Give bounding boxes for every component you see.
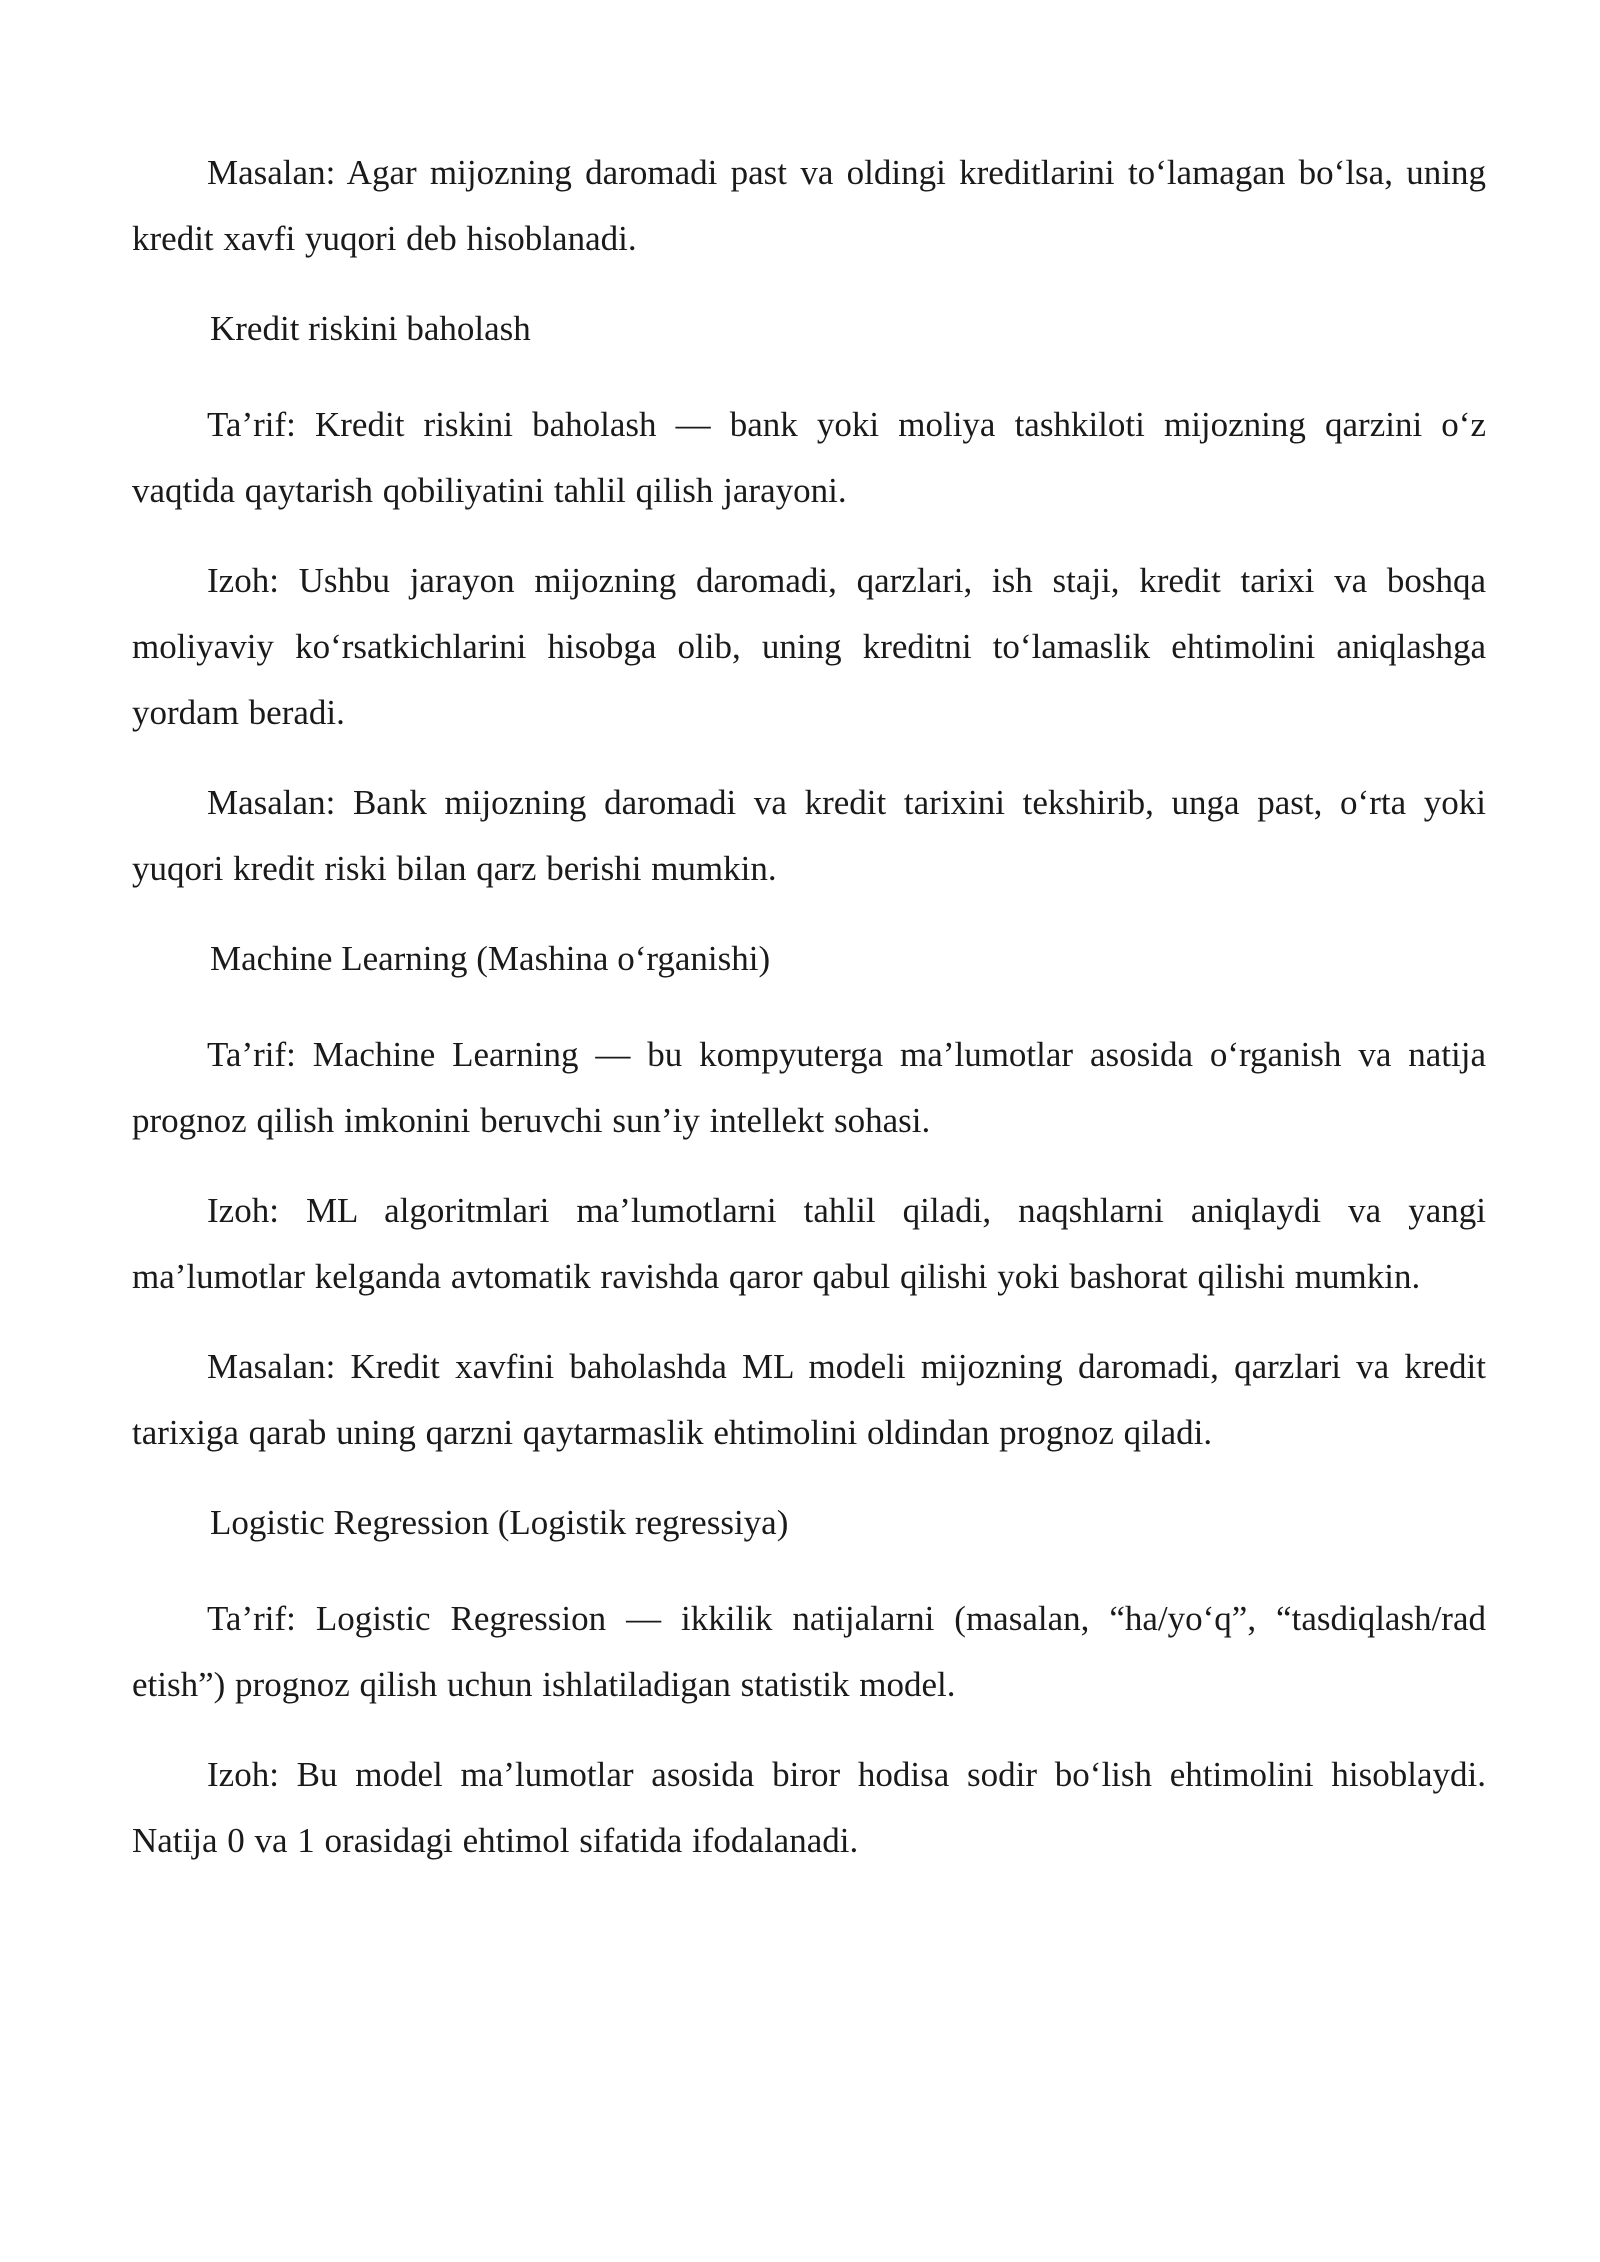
paragraph-example-bank: Masalan: Bank mijozning daromadi va kredit tarixini tekshirib, unga past, o‘rta yoki yuqori kredit riski bilan qarz berishi mumkin.: [132, 783, 1486, 888]
document-page: [132, 140, 1486, 1898]
heading-machine-learning: Machine Learning (Mashina o‘rganishi): [210, 939, 771, 978]
paragraph-explanation-ml: Izoh: ML algoritmlari ma’lumotlarni tahlil qiladi, naqshlarni aniqlaydi va yangi ma’lumotlar kelganda avtomatik ravishda qaror qabul qilishi yoki bashorat qilishi mumkin.: [132, 1191, 1486, 1296]
heading-logistic-regression: Logistic Regression (Logistik regressiya): [210, 1503, 789, 1542]
paragraph-example-credit-risk: Masalan: Agar mijozning daromadi past va oldingi kreditlarini to‘lamagan bo‘lsa, uning kredit xavfi yuqori deb hisoblanadi.: [132, 153, 1486, 258]
paragraph-definition-logistic: Ta’rif: Logistic Regression — ikkilik natijalarni (masalan, “ha/yo‘q”, “tasdiqlash/rad etish”) prognoz qilish uchun ishlatiladigan statistik model.: [132, 1599, 1486, 1704]
paragraph-explanation-credit-risk: Izoh: Ushbu jarayon mijozning daromadi, qarzlari, ish staji, kredit tarixi va boshqa moliyaviy ko‘rsatkichlarini hisobga olib, uning kreditni to‘lamaslik ehtimolini aniqlashga yordam beradi.: [132, 561, 1486, 732]
paragraph-definition-credit-risk: Ta’rif: Kredit riskini baholash — bank yoki moliya tashkiloti mijozning qarzini o‘z vaqtida qaytarish qobiliyatini tahlil qilish jarayoni.: [132, 405, 1486, 510]
paragraph-definition-ml: Ta’rif: Machine Learning — bu kompyuterga ma’lumotlar asosida o‘rganish va natija prognoz qilish imkonini beruvchi sun’iy intellekt sohasi.: [132, 1035, 1486, 1140]
paragraph-explanation-logistic: Izoh: Bu model ma’lumotlar asosida biror hodisa sodir bo‘lish ehtimolini hisoblaydi. Natija 0 va 1 orasidagi ehtimol sifatida ifodalanadi.: [132, 1755, 1486, 1860]
heading-credit-risk-assessment: Kredit riskini baholash: [210, 309, 531, 348]
paragraph-example-ml: Masalan: Kredit xavfini baholashda ML modeli mijozning daromadi, qarzlari va kredit tarixiga qarab uning qarzni qaytarmaslik ehtimolini oldindan prognoz qiladi.: [132, 1347, 1486, 1452]
